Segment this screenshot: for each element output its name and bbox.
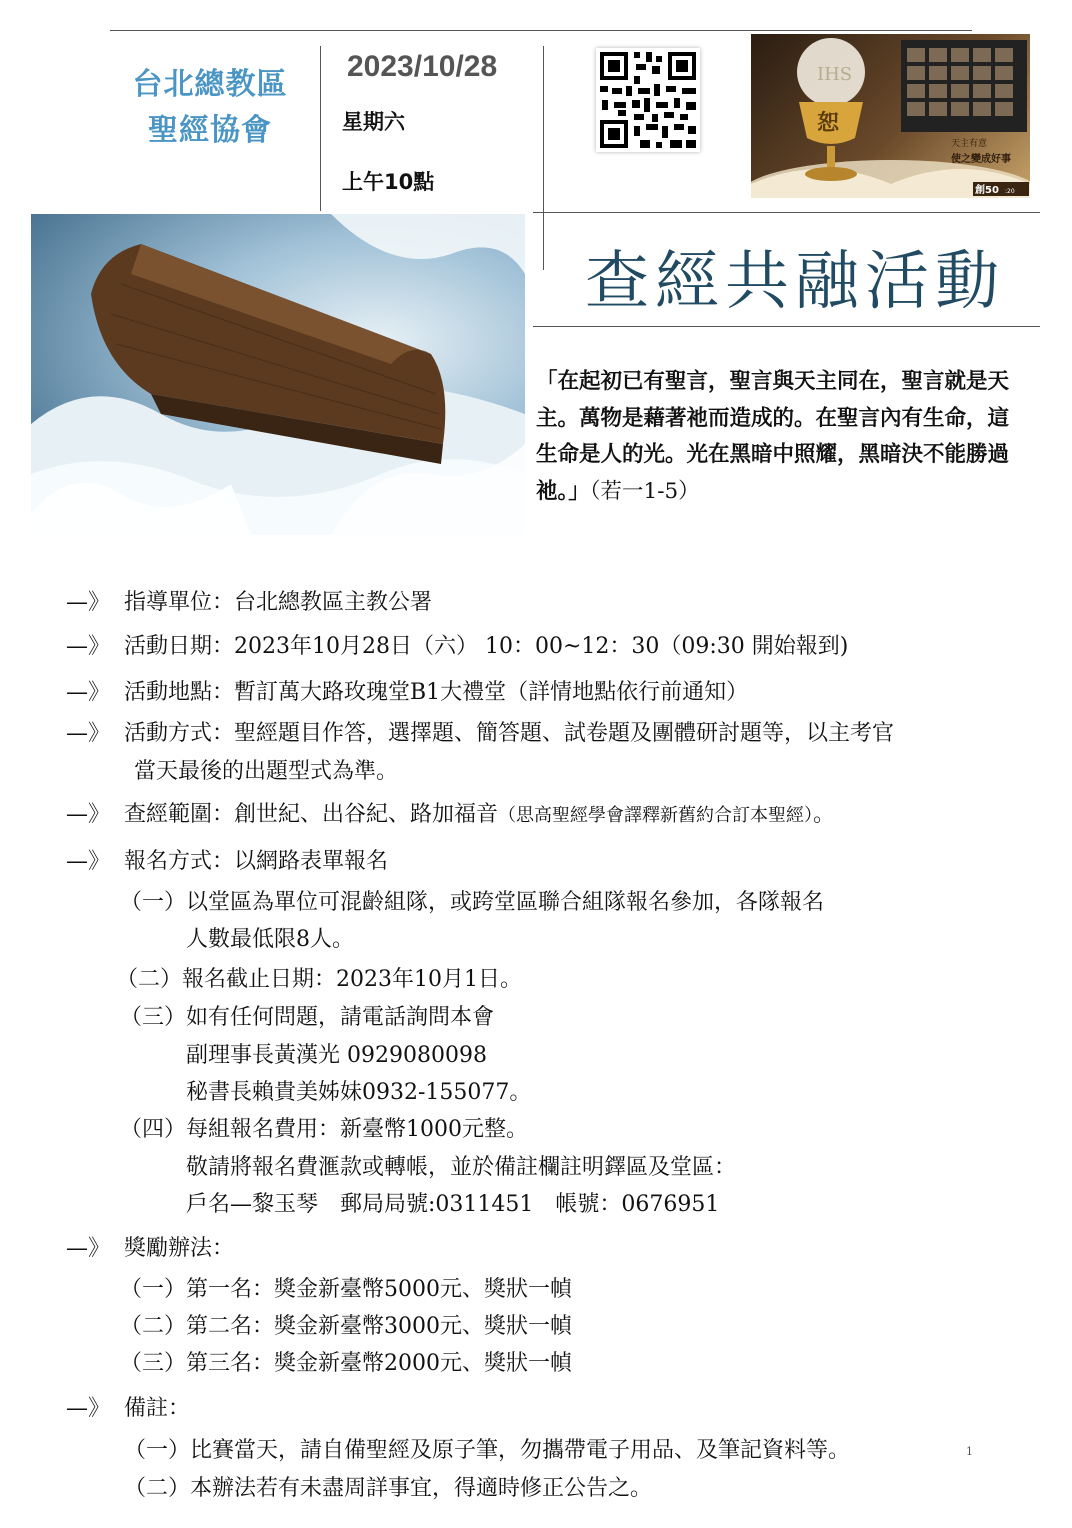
ark-photo: [31, 214, 525, 535]
signup-3-vice-chair: 副理事長黃漢光 0929080098: [186, 1043, 487, 1068]
arrow-icon: —》: [66, 634, 111, 659]
place-item: [66, 675, 748, 706]
arrow-icon: —》: [66, 1236, 111, 1261]
guide-item: [66, 585, 432, 616]
arrow-icon: —》: [66, 849, 111, 874]
title-bottom-rule: [533, 326, 1040, 327]
header-divider-2: [543, 46, 544, 270]
notes-1: （一）比賽當天，請自備聖經及原子筆，勿攜帶電子用品、及筆記資料等。: [124, 1438, 851, 1463]
arrow-icon: —》: [66, 590, 111, 615]
chalice-icon: [751, 34, 1030, 198]
top-rule: [110, 30, 972, 31]
arrow-icon: —》: [66, 680, 111, 705]
page-title: 查經共融活動: [585, 245, 1005, 319]
scope-end: 。: [813, 802, 836, 827]
arrow-icon: —》: [66, 802, 111, 827]
signup-1-cont: 人數最低限8人。: [186, 927, 354, 952]
scope-text: 查經範圍：創世紀、出谷紀、路加福音: [124, 802, 499, 827]
svg-text:使之變成好事: 使之變成好事: [951, 154, 1011, 165]
date-item: [66, 629, 848, 660]
scope-item: [66, 797, 835, 828]
signup-text: 報名方式：以網路表單報名: [124, 849, 389, 874]
date-text: 活動日期：2023年10月28日（六） 10：00~12：30（09:30 開始報到): [124, 634, 849, 659]
signup-4: （四）每組報名費用：新臺幣1000元整。: [120, 1117, 528, 1142]
notes-2: （二）本辦法若有未盡周詳事宜，得適時修正公告之。: [124, 1476, 653, 1501]
reward-item: [66, 1231, 234, 1262]
place-text: 活動地點：暫訂萬大路玫瑰堂B1大禮堂（詳情地點依行前通知）: [124, 680, 749, 705]
organization-name: [110, 62, 310, 154]
qr-code-icon: [596, 48, 700, 152]
method-item: [66, 716, 894, 747]
scope-note: （思高聖經學會譯釋新舊約合訂本聖經）: [498, 805, 814, 826]
title-top-rule: [533, 212, 1040, 213]
org-line-2: 聖經協會: [148, 113, 272, 148]
arrow-icon: —》: [66, 721, 111, 746]
notes-item: [66, 1391, 190, 1422]
chalice-photo: [751, 34, 1030, 198]
svg-text:IHS: IHS: [817, 64, 853, 85]
signup-3-secretary: 秘書長賴貴美姊妹0932-155077。: [186, 1080, 532, 1105]
chalice-label: 恕: [817, 111, 840, 136]
guide-text: 指導單位：台北總教區主教公署: [124, 590, 433, 615]
qr-code[interactable]: [596, 48, 700, 152]
reward-3: （三）第三名：獎金新臺幣2000元、獎狀一幀: [120, 1351, 572, 1376]
reward-2: （二）第二名：獎金新臺幣3000元、獎狀一幀: [120, 1314, 572, 1339]
org-line-1: 台北總教區: [132, 67, 288, 102]
reward-text: 獎勵辦法：: [124, 1236, 235, 1261]
signup-4-account: 戶名—黎玉琴 郵局局號:0311451 帳號：0676951: [186, 1192, 720, 1217]
svg-text:創50: 創50: [975, 185, 999, 196]
event-weekday: 星期六: [342, 110, 405, 134]
header-divider-1: [320, 46, 321, 211]
event-time: 上午10點: [342, 170, 435, 194]
signup-3: （三）如有任何問題，請電話詢問本會: [120, 1005, 495, 1030]
svg-text:天主有意: 天主有意: [951, 139, 988, 149]
svg-text::20: :20: [1005, 188, 1015, 195]
signup-4-instruction: 敬請將報名費滙款或轉帳，並於備註欄註明鐸區及堂區：: [186, 1155, 737, 1180]
arrow-icon: —》: [66, 1396, 111, 1421]
method-text: 活動方式：聖經題目作答，選擇題、簡答題、試卷題及團體研討題等，以主考官: [124, 721, 895, 746]
signup-2: （二）報名截止日期：2023年10月1日。: [116, 967, 522, 992]
reward-1: （一）第一名：獎金新臺幣5000元、獎狀一幀: [120, 1277, 572, 1302]
notes-text: 備註：: [124, 1396, 191, 1421]
quote-text: 「在起初已有聖言，聖言與天主同在，聖言就是天主。萬物是藉著祂而造成的。在聖言內有生命，這生命是人的光。光在黑暗中照耀，黑暗決不能勝過祂。」: [536, 369, 1010, 504]
bible-quote: [536, 364, 1026, 510]
signup-item: [66, 844, 388, 875]
signup-1: （一）以堂區為單位可混齡組隊，或跨堂區聯合組隊報名參加，各隊報名: [120, 890, 825, 915]
quote-reference: （若一1-5）: [589, 478, 700, 504]
event-date: 2023/10/28: [347, 50, 498, 83]
page-number: 1: [966, 1445, 973, 1458]
ark-icon: [31, 214, 525, 535]
method-text-cont: 當天最後的出題型式為準。: [134, 759, 399, 784]
